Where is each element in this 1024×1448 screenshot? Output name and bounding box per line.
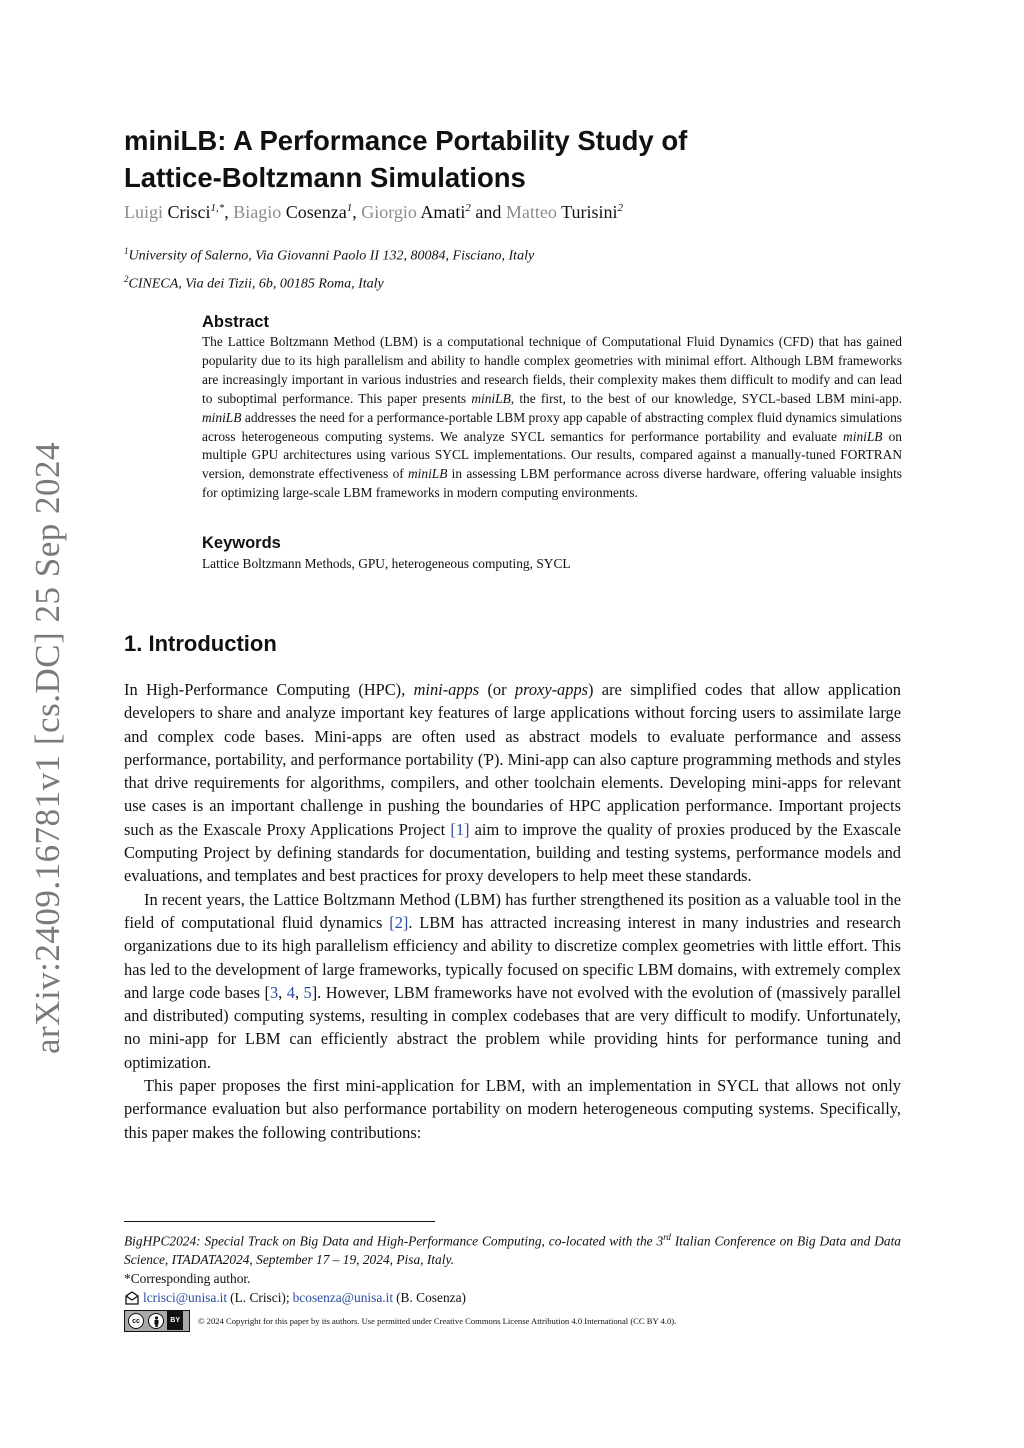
author: Biagio Cosenza$^1$ [233,202,353,222]
citation-link[interactable]: 3 [269,982,279,1002]
paper-title [124,122,884,196]
author: Giorgio Amati$^2$ [361,202,471,222]
introduction-body [124,678,901,1144]
intro-paragraph-1: In High-Performance Computing (HPC), mini-apps (or proxy-apps) are simplified codes that allow application developers to share and analyze important key features of large applications without forcing users to assimilate large and complex code bases. Mini-apps are often used as abstract models to evaluate performance and assess performance, portability, and performance portability (Ƥ). Mini-app can also capture programming methods and styles that drive requirements for algorithms, compilers, and other toolchain elements. Developing mini-apps for relevant use cases is an important challenge in pushing the boundaries of HPC application performance. Important projects such as the Exascale Proxy Applications Project [1] aim to improve the quality of proxies produced by the Exascale Computing Project by defining standards for documentation, building and testing systems, performance models and evaluations, and templates and best practices for proxy developers to help meet these standards. [124,680,901,886]
citation-link[interactable]: 5 [303,982,312,1002]
abstract-heading: Abstract [202,313,269,331]
affiliation: $^2$CINECA, Via dei Tizii, 6b, 00185 Roma, Italy [124,273,384,292]
footnote-divider [124,1221,435,1222]
author: Matteo Turisini$^2$ [505,202,623,222]
license-row [124,1310,901,1332]
affiliation: $^1$University of Salerno, Via Giovanni Paolo II 132, 80084, Fisciano, Italy [124,246,535,264]
cc-by-label: BY [167,1311,183,1330]
citation-link[interactable]: 4 [286,982,295,1002]
email-link[interactable]: lcrisci@unisa.it [143,1290,228,1306]
intro-paragraph-3: This paper proposes the first mini-application for LBM, with an implementation in SYCL that allows not only performance evaluation but also performance portability on modern heterogeneous computing systems. Specifically, this paper makes the following contributions: [124,1076,901,1142]
authors-connector: and [475,202,502,222]
cc-logo: cc [128,1313,144,1329]
venue-note: BigHPC2024: Special Track on Big Data and High-Performance Computing, co-located with the 3rd Italian Conference on Big Data and Data Science, ITADATA2024, September 17 – 19, 2024, Pisa, Italy. [124,1232,901,1268]
abstract-section [202,312,902,503]
title-line-1: miniLB: A Performance Portability Study of [124,125,688,157]
citation-link[interactable]: [1] [450,819,470,839]
attribution-icon [148,1313,164,1329]
affiliations [124,240,534,295]
corresponding-note: *Corresponding author. [124,1271,251,1287]
arxiv-identifier: arXiv:2409.16781v1 [cs.DC] 25 Sep 2024 [28,441,67,1055]
email-line: lcrisci@unisa.it (L. Crisci); bcosenza@unisa.it (B. Cosenza) [124,1288,901,1307]
citation-link[interactable]: [2] [389,912,409,932]
envelope-icon [124,1291,140,1305]
author-list: Luigi Crisci$^{1,*}$, Biagio Cosenza$^1$, Giorgio Amati$^2$ and Matteo Turisini$^2$ [124,202,623,222]
author: Luigi Crisci$^{1,*}$ [124,202,225,222]
license-text: © 2024 Copyright for this paper by its authors. Use permitted under Creative Commons License Attribution 4.0 International (CC BY 4.0). [198,1316,677,1327]
abstract-text: The Lattice Boltzmann Method (LBM) is a computational technique of Computational Fluid Dynamics (CFD) that has gained popularity due to its high parallelism and ability to handle complex geometries with minimal effort. Although LBM frameworks are increasingly important in various industries and research fields, their complexity makes them difficult to modify and can lead to suboptimal performance. This paper presents miniLB, the first, to the best of our knowledge, SYCL-based LBM mini-app. miniLB addresses the need for a performance-portable LBM proxy app capable of abstracting complex fluid dynamics simulations across heterogeneous computing systems. We analyze SYCL semantics for performance portability and evaluate miniLB on multiple GPU architectures using various SYCL implementations. Our results, compared against a manually-tuned FORTRAN version, demonstrate effectiveness of miniLB in assessing LBM performance across diverse hardware, offering valuable insights for optimizing large-scale LBM frameworks in modern computing environments. [202,334,903,501]
email-link[interactable]: bcosenza@unisa.it [292,1290,394,1306]
keywords-text: Lattice Boltzmann Methods, GPU, heterogeneous computing, SYCL [202,556,571,571]
title-line-2: Lattice-Boltzmann Simulations [124,162,526,194]
creative-commons-icon [124,1310,190,1332]
intro-paragraph-2: In recent years, the Lattice Boltzmann Method (LBM) has further strengthened its position as a valuable tool in the field of computational fluid dynamics [2]. LBM has attracted increasing interest in many industries and research organizations due to its high parallelism efficiency and ability to discretize complex geometries with little effort. This has led to the development of large frameworks, typically focused on specific LBM domains, with extremely complex and large code bases [3, 4, 5]. However, LBM frameworks have not evolved with the evolution of (massively parallel and distributed) computing systems, resulting in complex codebases that are very difficult to modify. Unfortunately, no mini-app for LBM can efficiently abstract the problem while providing hints for performance tuning and optimization. [124,889,901,1072]
footnotes [124,1228,901,1332]
keywords-heading: Keywords [202,534,281,552]
introduction-heading: 1. Introduction [124,631,277,656]
keywords-section [202,533,902,573]
